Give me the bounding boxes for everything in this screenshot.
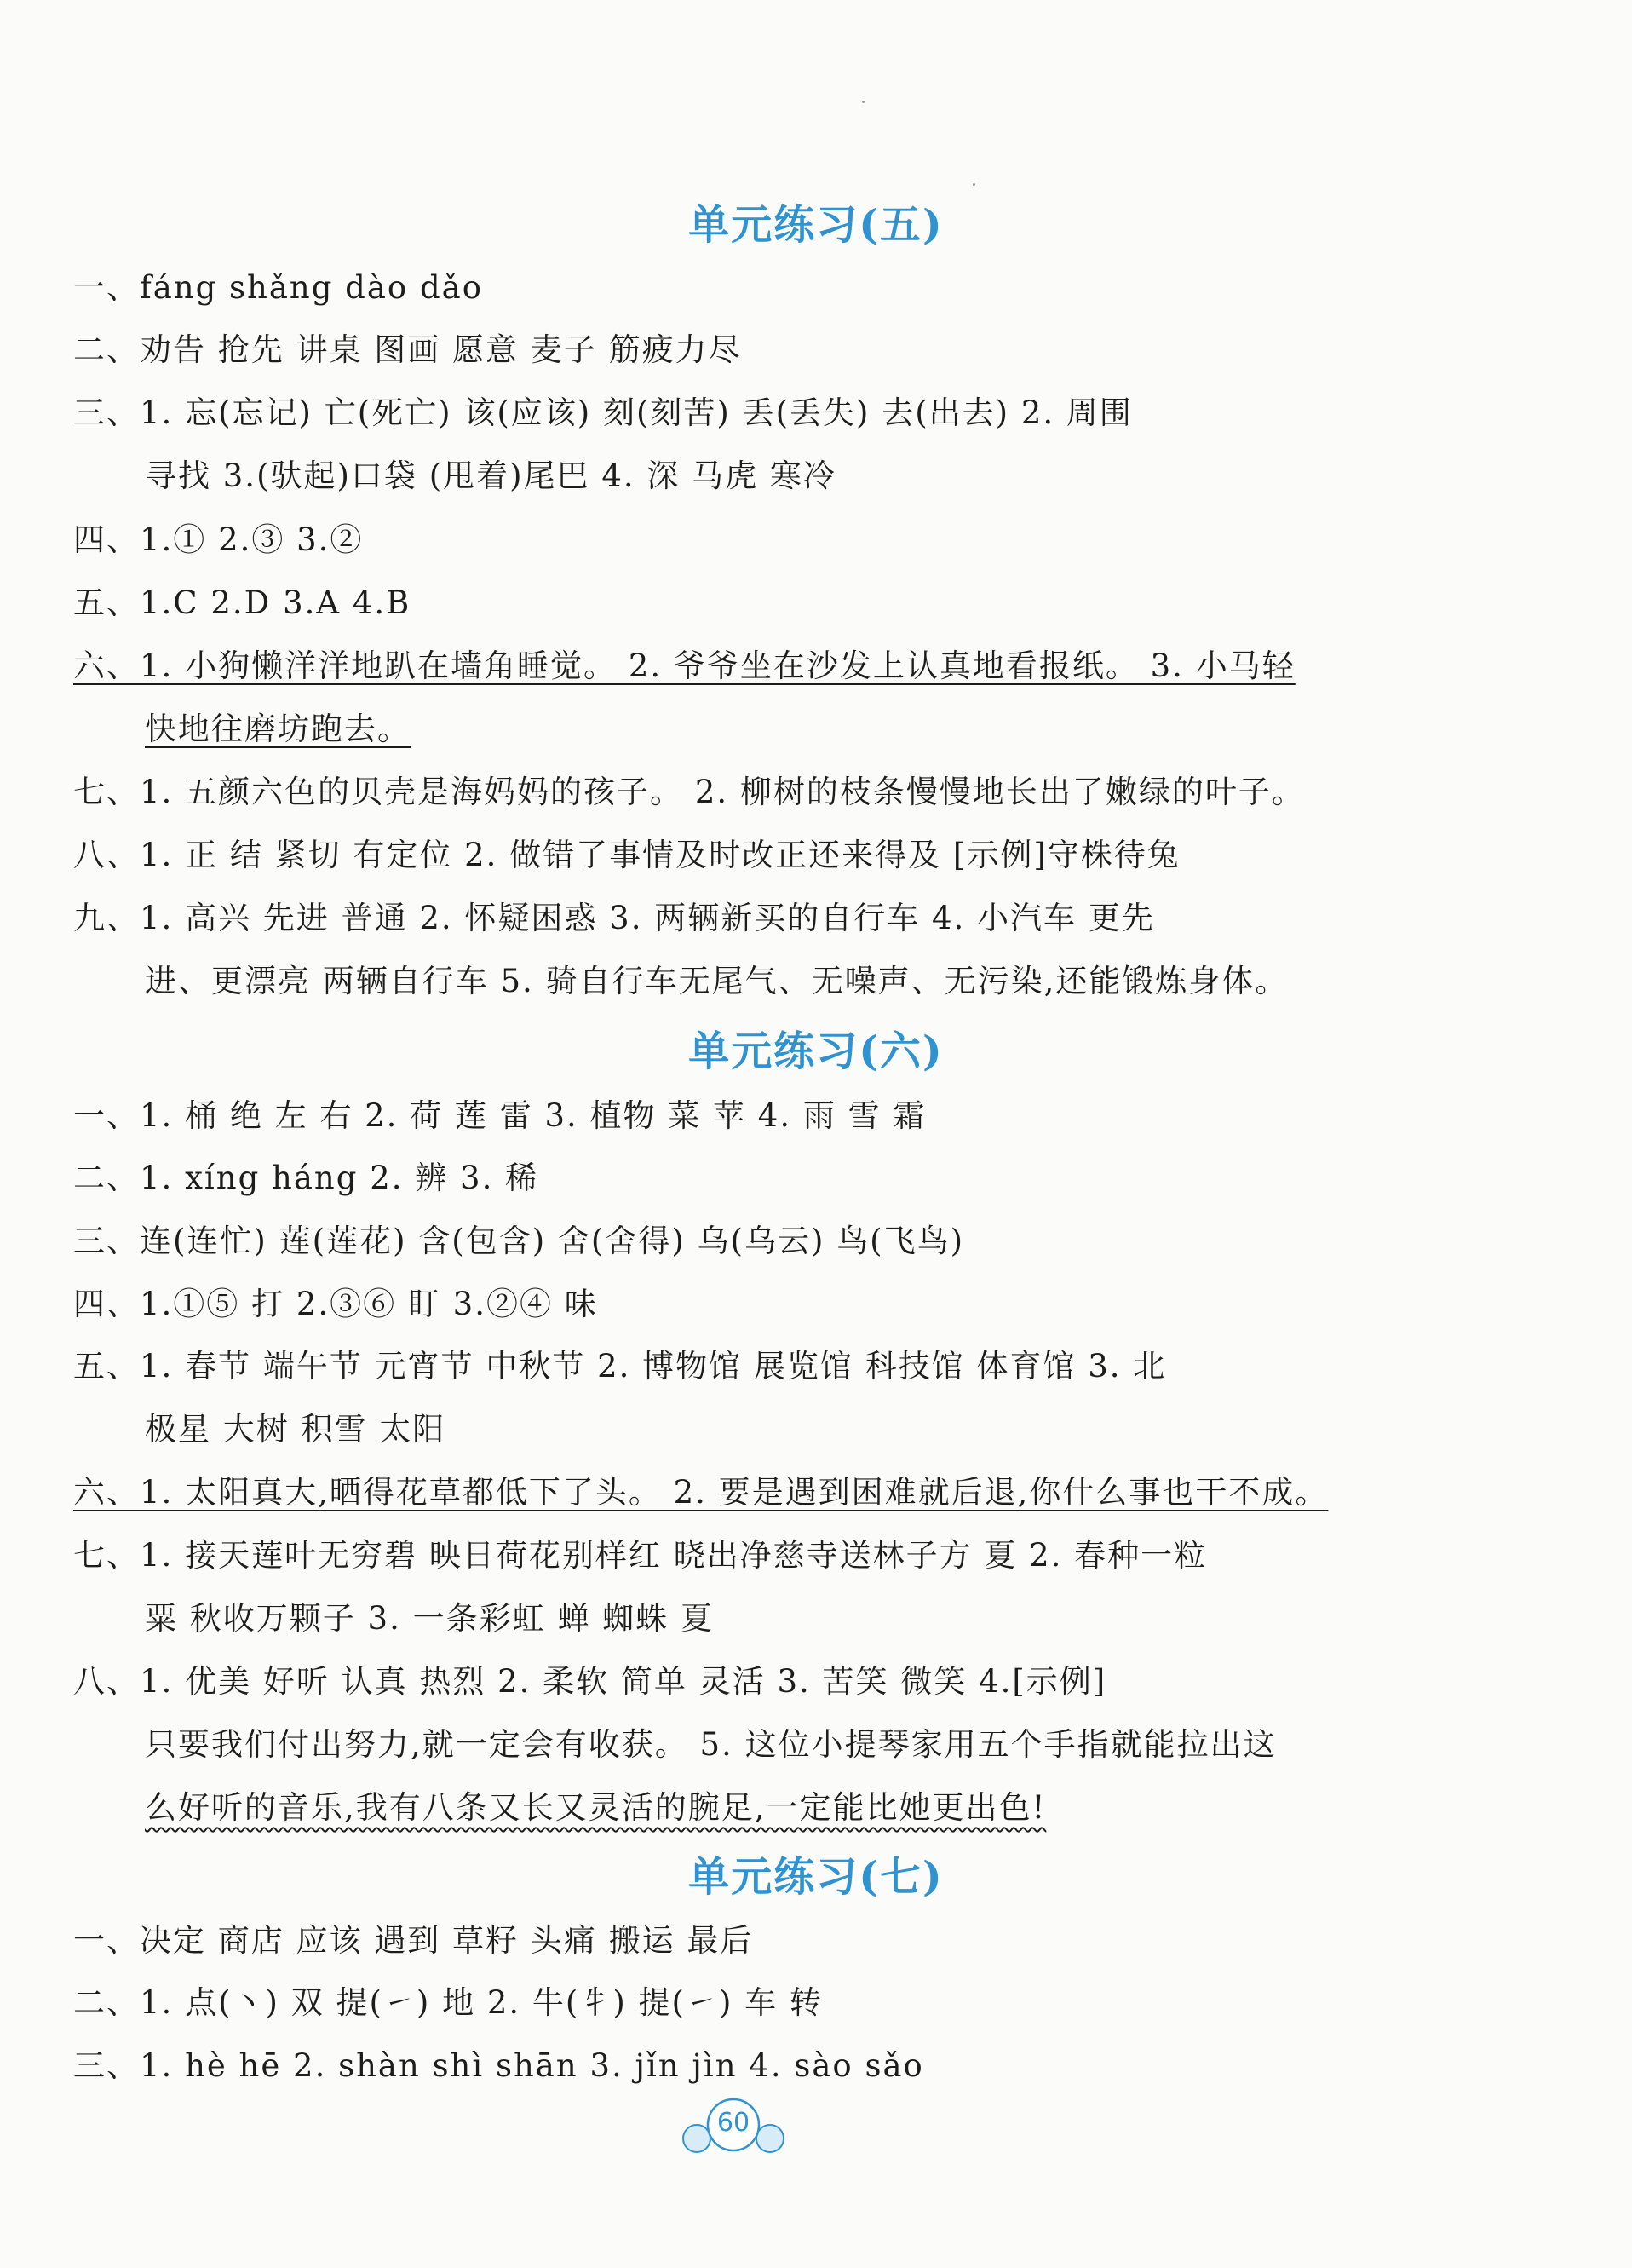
answer-line: 一、决定 商店 应该 遇到 草籽 头痛 搬运 最后: [73, 1922, 754, 1959]
answer-line: 寻找 3.(驮起)口袋 (甩着)尾巴 4. 深 马虎 寒冷: [145, 458, 836, 494]
scan-speck: [973, 183, 975, 186]
section-title-unit5: 单元练习(五): [688, 201, 944, 249]
answer-line-wavy: 么好听的音乐,我有八条又长又灵活的腕足,一定能比她更出色!: [145, 1789, 1047, 1826]
answer-line: 三、1. hè hē 2. shàn shì shān 3. jǐn jìn 4. sào sǎo: [73, 2047, 924, 2084]
section-title-unit6: 单元练习(六): [688, 1028, 944, 1075]
scan-speck: [862, 101, 865, 103]
page-number: 60: [716, 2108, 750, 2138]
answer-line: 四、1.①⑤ 打 2.③⑥ 盯 3.②④ 味: [73, 1286, 598, 1322]
answer-line: 八、1. 优美 好听 认真 热烈 2. 柔软 简单 灵活 3. 苦笑 微笑 4.[示例]: [73, 1663, 1107, 1700]
answer-line: 二、劝告 抢先 讲桌 图画 愿意 麦子 筋疲力尽: [73, 331, 742, 368]
answer-line: 进、更漂亮 两辆自行车 5. 骑自行车无尾气、无噪声、无污染,还能锻炼身体。: [145, 963, 1289, 999]
answer-line: 九、1. 高兴 先进 普通 2. 怀疑困惑 3. 两辆新买的自行车 4. 小汽车 更先: [73, 900, 1155, 936]
answer-line-underlined: 六、1. 小狗懒洋洋地趴在墙角睡觉。 2. 爷爷坐在沙发上认真地看报纸。 3. 小马轻: [73, 648, 1296, 684]
answer-line: 四、1.① 2.③ 3.②: [73, 521, 364, 558]
answer-line: 三、连(连忙) 莲(莲花) 含(包含) 舍(舍得) 乌(乌云) 鸟(飞鸟): [73, 1223, 965, 1259]
answer-line: 七、1. 五颜六色的贝壳是海妈妈的孩子。 2. 柳树的枝条慢慢地长出了嫩绿的叶子。: [73, 774, 1305, 810]
answer-line: 一、1. 桶 绝 左 右 2. 荷 莲 雷 3. 植物 菜 苹 4. 雨 雪 霜: [73, 1097, 927, 1134]
answer-line-underlined: 六、1. 太阳真大,晒得花草都低下了头。 2. 要是遇到困难就后退,你什么事也干不成。: [73, 1474, 1329, 1511]
answer-line: 极星 大树 积雪 太阳: [145, 1411, 446, 1448]
answer-line: 五、1.C 2.D 3.A 4.B: [73, 584, 411, 621]
answer-line: 三、1. 忘(忘记) 亡(死亡) 该(应该) 刻(刻苦) 丢(丢失) 去(出去) 2. 周围: [73, 394, 1133, 431]
answer-line: 一、fáng shǎng dào dǎo: [73, 269, 483, 306]
answer-line: 七、1. 接天莲叶无穷碧 映日荷花别样红 晓出净慈寺送林子方 夏 2. 春种一粒: [73, 1537, 1208, 1574]
section-title-unit7: 单元练习(七): [688, 1853, 944, 1901]
answer-line: 只要我们付出努力,就一定会有收获。 5. 这位小提琴家用五个手指就能拉出这: [145, 1726, 1277, 1763]
answer-line: 八、1. 正 结 紧切 有定位 2. 做错了事情及时改正还来得及 [示例]守株待兔: [73, 837, 1181, 873]
answer-line: 五、1. 春节 端午节 元宵节 中秋节 2. 博物馆 展览馆 科技馆 体育馆 3. 北: [73, 1348, 1167, 1384]
answer-line: 粟 秋收万颗子 3. 一条彩虹 蝉 蜘蛛 夏: [145, 1600, 714, 1637]
page-number-badge: [678, 2096, 789, 2157]
answer-line-underlined: 快地往磨坊跑去。: [145, 711, 411, 747]
answer-line: 二、1. xíng háng 2. 辨 3. 稀: [73, 1160, 539, 1196]
answer-line: 二、1. 点(丶) 双 提(㇀) 地 2. 牛(牜) 提(㇀) 车 转: [73, 1984, 823, 2021]
